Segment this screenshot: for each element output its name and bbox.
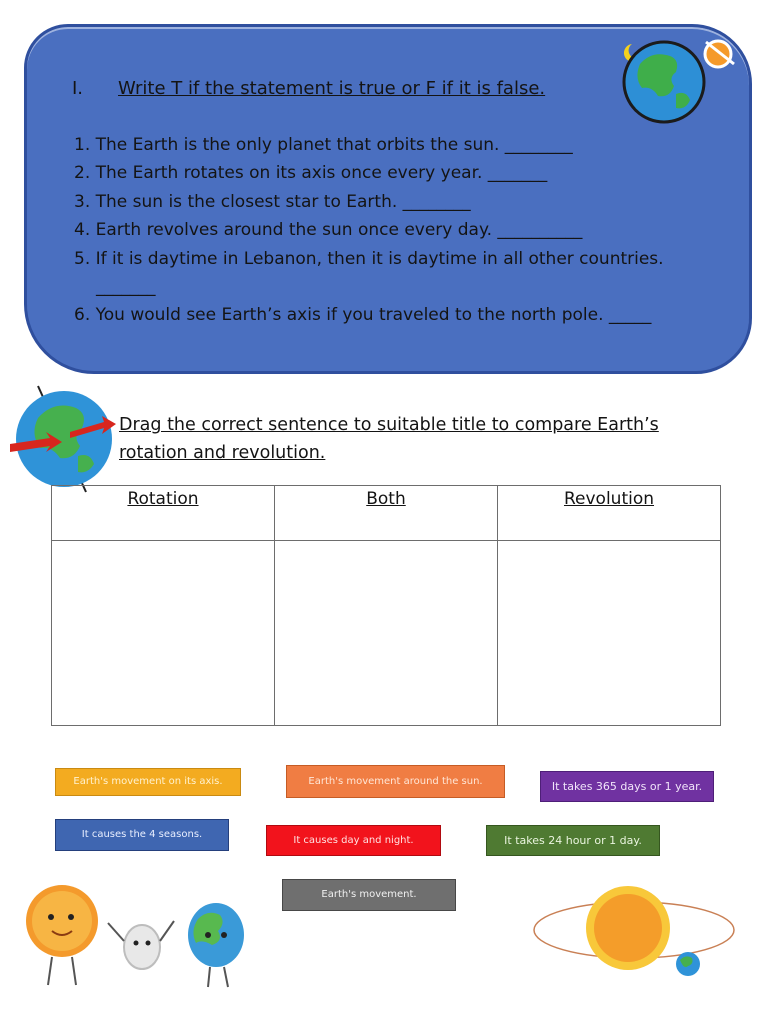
column-header-rotation: Rotation <box>52 486 275 541</box>
column-header-both: Both <box>275 486 498 541</box>
chip-movement-on-axis[interactable]: Earth's movement on its axis. <box>55 768 241 796</box>
drop-zone-both[interactable] <box>275 541 498 726</box>
section-1-number: I. <box>72 78 84 99</box>
drop-zone-rotation[interactable] <box>52 541 275 726</box>
statement-3: 3. The sun is the closest star to Earth. ________ <box>74 191 471 212</box>
drag-instruction: Drag the correct sentence to suitable title to compare Earth’s rotation and revolution. <box>119 415 659 463</box>
column-header-revolution: Revolution <box>498 486 721 541</box>
statement-list <box>74 131 734 330</box>
chip-24-hours[interactable]: It takes 24 hour or 1 day. <box>486 825 660 856</box>
chip-365-days[interactable]: It takes 365 days or 1 year. <box>540 771 714 802</box>
table-header-row <box>52 486 721 541</box>
statement-5-answer-blank: _______ <box>96 277 156 298</box>
section-1-instruction: Write T if the statement is true or F if it is false. <box>118 78 546 99</box>
earth-moon-icon <box>614 34 744 126</box>
statement-4: 4. Earth revolves around the sun once every day. __________ <box>74 220 583 241</box>
chip-earths-movement[interactable]: Earth's movement. <box>282 879 456 911</box>
statement-2: 2. The Earth rotates on its axis once every year. _______ <box>74 163 548 184</box>
statement-6: 6. You would see Earth’s axis if you traveled to the north pole. _____ <box>74 305 652 326</box>
chip-day-and-night[interactable]: It causes day and night. <box>266 825 441 856</box>
table-drop-row <box>52 541 721 726</box>
chip-movement-around-sun[interactable]: Earth's movement around the sun. <box>286 765 505 798</box>
section-1-heading <box>72 78 545 99</box>
statement-5-text: 5. If it is daytime in Lebanon, then it is daytime in all other countries. <box>74 248 664 269</box>
comparison-table <box>51 485 721 726</box>
chip-four-seasons[interactable]: It causes the 4 seasons. <box>55 819 229 851</box>
drop-zone-revolution[interactable] <box>498 541 721 726</box>
statement-1: 1. The Earth is the only planet that orbits the sun. ________ <box>74 135 573 155</box>
globe-arrows-icon <box>8 384 120 494</box>
sun-moon-earth-characters <box>18 873 250 993</box>
solar-orbit-icon <box>528 882 740 988</box>
statement-5 <box>74 245 734 302</box>
